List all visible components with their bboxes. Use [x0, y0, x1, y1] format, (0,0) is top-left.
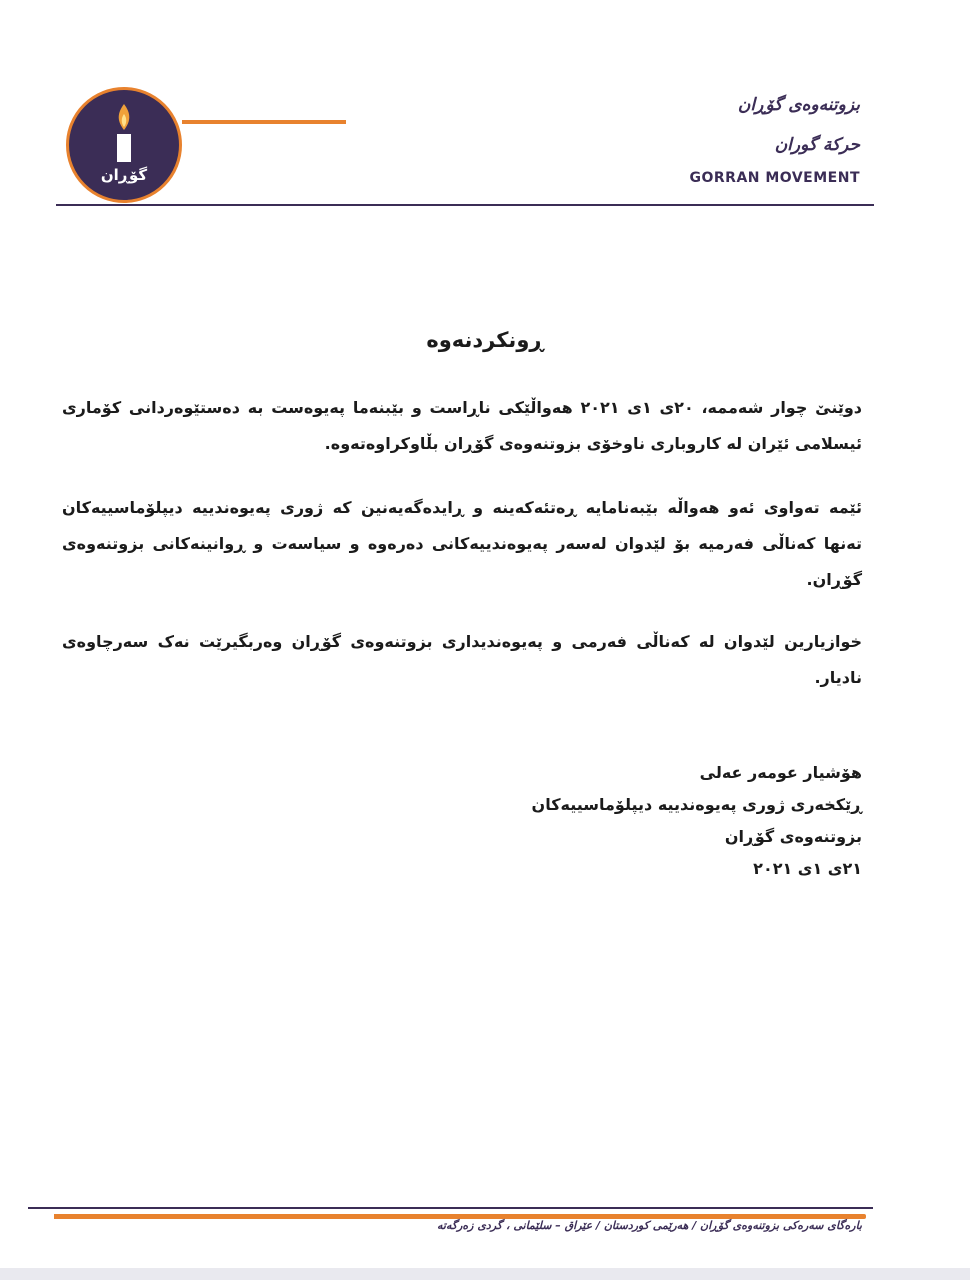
gorran-logo	[66, 87, 182, 203]
logo-wordmark: گۆڕان	[100, 166, 148, 184]
org-name-arabic: حركة گوران	[774, 135, 860, 155]
signatory-role: ڕێکخەری ژوری پەیوەندییە دیپلۆماسییەکان	[531, 795, 862, 814]
paragraph-1: دوێنێ چوار شەممە، ٢٠ی ١ی ٢٠٢١ هەواڵێکی ناڕاست و بێبنەما پەیوەست بە دەستێوەردانی کۆماری ئیسلامی ئێران لە کاروباری ناوخۆی بزوتنەوەی گۆڕان بڵاوکراوەتەوە.	[62, 398, 863, 453]
header-divider	[56, 204, 874, 206]
paragraph-3: خوازیارین لێدوان لە کەناڵی فەرمی و پەیوەندیداری بزوتنەوەی گۆڕان وەربگیرێت نەک سەرچاوەی نادیار.	[62, 632, 862, 687]
footer-address: بارەگای سەرەکی بزوتنەوەی گۆڕان / هەرێمی کوردستان / عێراق – سلێمانی ، گردی زەرگەتە	[437, 1219, 862, 1232]
org-name-kurdish: بزوتنەوەی گۆڕان	[737, 95, 860, 115]
org-name-english: GORRAN MOVEMENT	[689, 170, 860, 186]
page-bottom-edge	[0, 1268, 970, 1280]
paragraph-2: ئێمە تەواوی ئەو هەواڵە بێبەنامایە ڕەتئەکەینە و ڕایدەگەیەنین کە ژوری پەیوەندییە دیپلۆماسییەکان تەنها کەناڵی فەرمیە بۆ لێدوان لەسەر پەیوەندییەکانی دەرەوە و سیاسەت و ڕوانینەکانی بزوتنەوەی گۆڕان.	[62, 498, 862, 589]
signatory-organization: بزوتنەوەی گۆڕان	[724, 827, 862, 846]
document-date: ٢١ی ١ی ٢٠٢١	[753, 859, 862, 878]
header-accent-line	[182, 120, 346, 124]
document-title: ڕونکردنەوە	[426, 328, 544, 352]
footer-divider	[28, 1207, 873, 1209]
signatory-name: هۆشیار عومەر عەلی	[699, 763, 862, 782]
